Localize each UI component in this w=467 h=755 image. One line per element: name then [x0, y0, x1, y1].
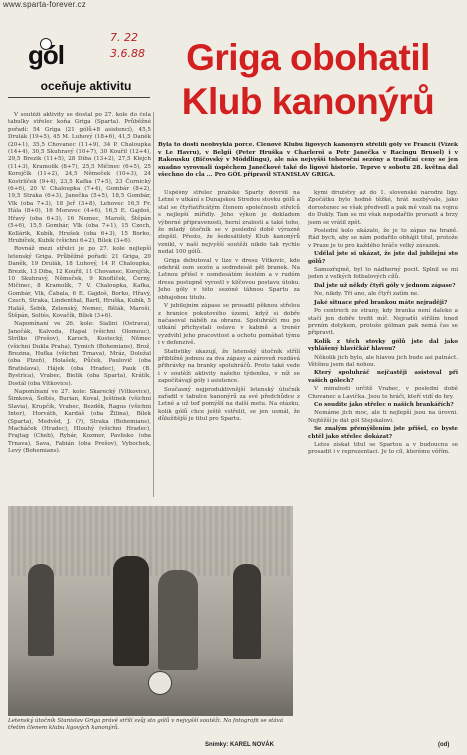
paragraph: Poslední kolo ukázalo, že je to zápas na hraně. Rád bych, aby se nám podařilo obhájit titul, protože v Praze je to pro každého hráče velký závazek.: [308, 228, 458, 249]
column-divider: [153, 112, 154, 497]
paragraph: Napomínaní ve 27. kole: Skarecký (Vítkovice), Šimková, Šoltés, Burian, Koval, Ještínek (všichni Slavia), Krupčík, Vrabec, Bezděk, Ragus (všichni Inter), Horváth, Kardáš (oba Žilina), Bílek (Sparta), Medvěd, J. (?), Straka (Bohemians), Macháček (Hradec), Hlouhý (všichni Hradec), Frajtag (Cheb), Rybár, Kozmer, Pavlisko (oba Trnava), Sava, Fabián (oba Prešov), Vybochek, Levý (Bohemians).: [8, 389, 151, 455]
magazine-logo: gól: [28, 40, 64, 70]
match-photo: [8, 506, 293, 716]
photo-player: [158, 570, 198, 670]
photo-caption: Letenský útočník Stanislav Griga právě střílí svůj sto gólů v nejvyšší soutěži. Na fotografii se stává třetím členem klubu ligových kanonýrů.: [8, 718, 284, 732]
paragraph: Současný nejproduktivnější letenský útočník zařadil v tabulce kanonýrů za své předchůdce z Letné a už teď pomýšlí na další metu. Na otázku, kolik gólů chce ještě vstřelit, se jen usmál, že důležitější je titul pro Spartu.: [158, 386, 300, 423]
photo-player: [28, 564, 54, 656]
paragraph: Rovnáž mezi střelci je po 27. kole nejlepší letenský Griga. Průběžné pořadí: 21 Griga, 20 Daněk, 19 Drulák, 18 Luhový, 14 P. Chaloupka, Brezik, 13 Diba, 12 Kouřil, 11 Chovanec, Korejčík, 10 Skuhravý, Němeček, 9 Knoflíček, Černý, Mičinec, 8 Kramolík, 7 V. Chaloupka, Kafka, Gombár, Vlk, Čabala, 6 E. Gajdoš, Borko, Hřavý, Czech, Straka, Lindenthal, Bartl, Hruška, Kubík, 5 Haláš, Šebík, Zelenský, Nemec, Bělák, Maroši, Štěpán, Soltés, Kovačík, Bílek (3+6).: [8, 246, 151, 319]
paragraph: Ne, nikdy. Tři ano, ale čtyři zatím ne.: [314, 291, 420, 298]
paragraph: V soutěži aktivity se dostal po 27. kole do čela tabulky střelec koňa Griga (Sparta). Průběžné pořadí: 54 Griga (21 gólů+8 asistencí), 45,5 Drulák (19+5), 45 M. Luhový (18+6), 41,5 Daněk (20+1), 35,5 Chovanec (11+9), 34 P. Chaloupka (14+4), 30,5 Skuhravý (10+7), 30 Kouřil (12+4), 29,5 Brezik (11+5), 28 Diba (13+2), 27,5 Klejch (11+3), Kramolík (8+7), 25,5 Mičinec (6+5), 25 Korejčík (11+2), 24,5 Němeček (10+3), 24 Kostrlíček (9+4), 23,5 Kafka (7+5), 23 Čurnický (6+6), 20 V. Chaloupka (7+4), Gombár (8+2), 19,5 Straka (6+3), Janečka (5+5), 18,5 Gombár, Vlk (oba 7+3), 18 Jeř (3+8), Lehovec 16,5 Fr. Hála (8+0), 16 Moravec (4+6), 16,5 E. Gajdoš, Hřavý (oba 6+3), 16 Nemec, Maroši, Štěpán (5+6), 15,5 Gombár, Vlk (oba 7+1), 15 Czech, Kollárik, Kubík, Hrušek (oba 6+3), 15 Borko, Hrubíček, Kubík (všichni 6+2), Bílek (3+6).: [8, 112, 151, 244]
paragraph: Se znalým přemýšlením jste přišel, co byste chtěl jako střelec dokázat?: [308, 426, 458, 440]
section-subtitle: oceňuje aktivitu: [40, 79, 132, 93]
paragraph: Samozřejmě, byl to nádherný pocit. Splnil se mi jeden z velkých fotbalových cílů.: [308, 267, 458, 281]
paragraph: Kolik z těch stovky gólů jste dal jako vyhlášený hlavičkář hlavou?: [308, 338, 458, 353]
photo-credit: Snímky: KAREL NOVÁK: [205, 742, 274, 748]
paragraph: V jubilejním zápase se prosadil pěknou střelou z hranice pokutového území, když si dobře načasoval náběh za obranu. Spoluhráči mu po utkání přichystali oslavu v kabině a trenér vyzdvihl jeho pracovitost a ochotu pomáhat týmu i v defenzivě.: [158, 303, 300, 347]
paragraph: Několik jich bylo, ale hlavou jich bude asi patnáct. Většinu jsem dal nohou.: [308, 354, 458, 368]
photo-ball: [148, 671, 172, 695]
interview-column: [308, 190, 458, 735]
paragraph: Jaké situace před brankou máte nejraději?: [314, 299, 448, 306]
paragraph: kými družstvy až do 1. slovenské národní ligy. Zpočátku bylo hodně těžké, hrát nezbývalo, jako dorostenec se však předvedl a pak mě vzali na vojnu do Dukly. Tam se mi však nepodařilo prorazit a brzy jsem se vrátil zpět.: [308, 190, 458, 226]
paragraph: Dal jste už někdy čtyři góly v jednom zápase?: [314, 282, 456, 289]
paragraph: Co soudíte jako střelec o našich brankářích?: [314, 401, 454, 408]
photo-player: [233, 564, 261, 659]
article-headline: Griga obohatil Klub kanonýrů: [181, 37, 435, 122]
paragraph: Statistiky ukazují, že letenský útočník střílí přibližně jednou za dva zápasy a zároveň rozdává přihrávky na branky spoluhráčů. Proto také vede i v soutěži aktivity našeho týdeníku, v níž se započítávají góly i asistence.: [158, 348, 300, 385]
paragraph: Udělal jste si ukázat, že jste dal jubilejní sto gólů?: [308, 251, 458, 265]
article-lead: Byla to dosti neobvyklá porce. Členové Klubu ligových kanonýrů střelili góly ve Francii (Vízek v Le Havru), v Belgii (Peter Hruška v Charleroi a Petr Janečka v Racingu Brusel) i v Rakousku (Bičovský v Möddlingu), ale nás nejvyšší tohoroční sezóny a tradiční ceny se jen snadno vyrovnali úspěchem Janečkové také do ligové historie. Teprve v sobotu 28. května dal všechno do cla ... Pro GÓL připravil STANISLAV GRIGA.: [158, 142, 458, 179]
photo-player: [113, 556, 149, 666]
handwritten-date: 7. 22 3.6.88: [110, 31, 145, 60]
paragraph: Který spoluhráč nejčastěji asistoval při vašich gólech?: [308, 370, 458, 384]
paragraph: V minulosti určitě Vrabec, v poslední době Chovanec a Lavička. Jsou to hráči, kteří vidí do hry.: [308, 386, 458, 400]
source-url: www.sparta-forever.cz: [3, 0, 86, 9]
paragraph: Po centrech ze strany, kdy branka není daleko a stačí jen dobře trefit míč. Nejradši střílím hned prvním dotykem, protože gólman pak nemá čas se připravit.: [308, 308, 458, 337]
paragraph: Napomínaní ve 26. kole: Sialini (Ostrava), Janočák, Kalvoda, Hapal (všichni Olomouc), Strílko (Prešov), Karoch, Kostecký, Němec (všichni Dukla Praha), Tymich (Bohemians), Brož, Brezina, Huťka (všichni Trnava), Mráz, Doležal (oba Plzeň), Holašek, Půček, Paulovič (oba Bratislava), Hájek (oba Hradec), Pauk (B. Bystrica), Vrabec, Bielik (oba Sparta), Krátík, Dostál (oba Vítkovice).: [8, 321, 151, 387]
paragraph: Úspěšný střelec pražské Sparty dovršil na Letné v utkání s Dunajskou Stredou stovku gólů a stal se čtyřiatřicátým členem společnosti střelců s nejlepší mířidly. Jeho výkon je dokladem výborné připravenosti, herní zralosti a také toho, že mladý útočník se v poslední době výrazně zlepšil. Přesto, že šedesátiletý Klub kanonýrů vznikl, v naší nejvyšší soutěži nikdo tak rychle nedal 100 gólů.: [158, 190, 300, 256]
statistics-column: [8, 112, 151, 494]
divider: [8, 97, 150, 98]
paragraph: Griga debutoval v lize v dresu Vítkovic, kde odehrál osm sezón a sedmdesát pět branek. Na Letnou přišel v osmdesátém šestém a v rudém dresu postupně vyrostl v klíčovou postavu útoku. Jeho góly v této sezóně táhnou Spartu za obhajobou titulu.: [158, 257, 300, 301]
paragraph: Letos získat titul se Spartou a v budoucnu se prosadit i v reprezentaci. Je to cíl, kterému věřím.: [308, 442, 458, 456]
author-signature: (od): [438, 742, 450, 748]
paragraph: Nemáme jich moc, ale ti nejlepší jsou na úrovni. Nejtěžší je dát gól Stejskalovi.: [308, 410, 458, 424]
